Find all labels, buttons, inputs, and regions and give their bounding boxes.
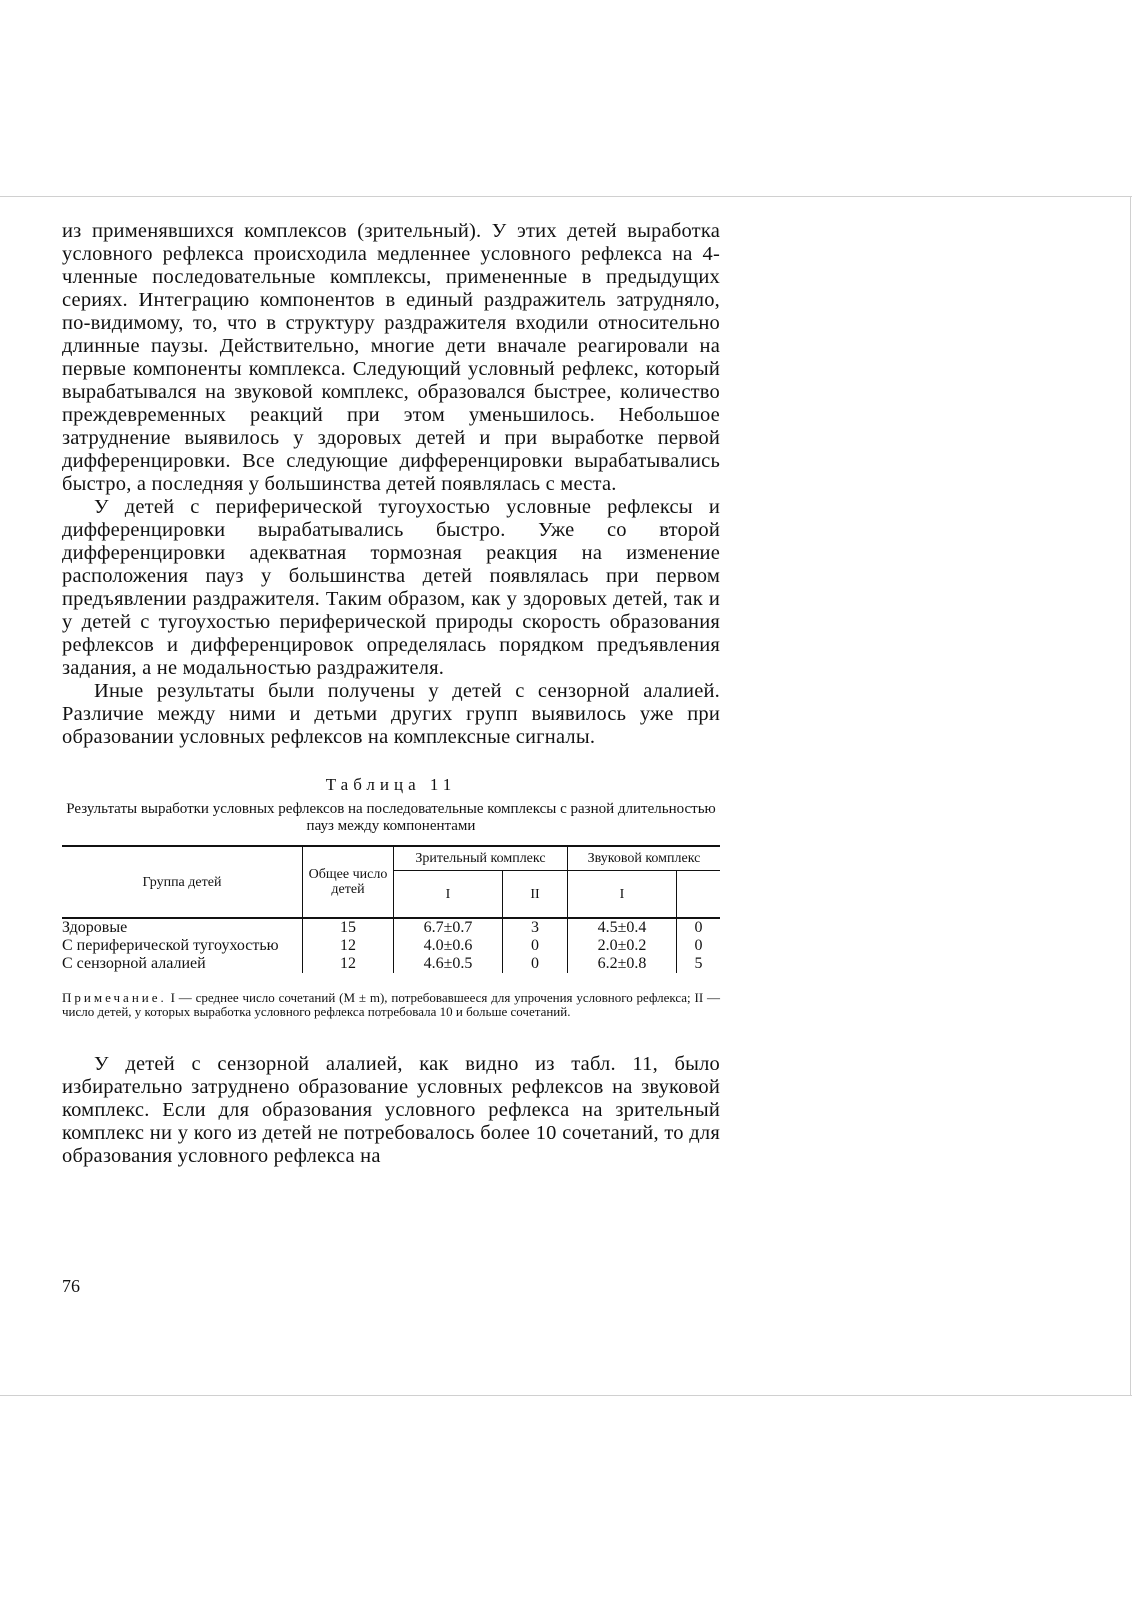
scan-border-right xyxy=(1130,196,1131,1396)
row-sound-ii: 0 xyxy=(677,918,721,937)
row-visual-i: 4.0±0.6 xyxy=(394,937,503,955)
book-page xyxy=(62,220,720,1168)
paragraph-4: У детей с сензорной алалией, как видно из табл. 11, было избирательно затруднено образование условных рефлексов на звуковой комплекс. Если для образования условного рефлекса на зрительный комплекс ни у кого из детей не потребовалось более 10 сочетаний, то для образования условного рефлекса на xyxy=(62,1053,720,1167)
row-sound-i: 2.0±0.2 xyxy=(568,937,677,955)
note-label: Примечание. xyxy=(62,990,167,1005)
header-sound: Звуковой комплекс xyxy=(568,846,721,871)
header-group: Группа детей xyxy=(62,846,303,918)
header-sound-i: I xyxy=(568,871,677,919)
header-visual-ii: II xyxy=(503,871,568,919)
table-note xyxy=(62,991,720,1019)
row-sound-i: 6.2±0.8 xyxy=(568,955,677,973)
paragraph-3: Иные результаты были получены у детей с сензорной алалией. Различие между ними и детьми других групп выявилось уже при образовании условных рефлексов на комплексные сигналы. xyxy=(62,680,720,748)
table-header-row xyxy=(62,846,720,871)
table-caption: Таблица 11 xyxy=(325,775,457,794)
row-total: 15 xyxy=(303,918,394,937)
row-sound-ii: 0 xyxy=(677,937,721,955)
header-sound-ii xyxy=(677,871,721,919)
row-group: Здоровые xyxy=(62,919,128,936)
header-visual: Зрительный комплекс xyxy=(394,846,568,871)
row-sound-i: 4.5±0.4 xyxy=(568,918,677,937)
results-table xyxy=(62,845,720,973)
row-visual-ii: 0 xyxy=(503,937,568,955)
page-number: 76 xyxy=(62,1276,80,1296)
row-sound-ii: 5 xyxy=(677,955,721,973)
row-visual-ii: 0 xyxy=(503,955,568,973)
scan-border-top xyxy=(0,196,1132,197)
row-group: С сензорной алалией xyxy=(62,955,206,972)
table-row xyxy=(62,955,720,973)
header-total: Общее число детей xyxy=(303,846,394,918)
row-visual-ii: 3 xyxy=(503,918,568,937)
header-visual-i: I xyxy=(394,871,503,919)
row-visual-i: 6.7±0.7 xyxy=(394,918,503,937)
note-text: I — среднее число сочетаний (M ± m), потребовавшееся для упрочения условного рефлекса; II — число детей, у которых выработка условного рефлекса потребовала 10 и больше сочетаний. xyxy=(62,990,720,1019)
table-row xyxy=(62,918,720,937)
table-description: Результаты выработки условных рефлексов на последовательные комплексы с разной длительностью пауз между компонентами xyxy=(66,801,716,834)
row-group: С периферической тугоухостью xyxy=(62,937,279,954)
row-total: 12 xyxy=(303,955,394,973)
row-visual-i: 4.6±0.5 xyxy=(394,955,503,973)
scan-border-bottom xyxy=(0,1395,1132,1396)
paragraph-2: У детей с периферической тугоухостью условные рефлексы и дифференцировки вырабатывались быстро. Уже со второй дифференцировки адекватная тормозная реакция на изменение расположения пауз у большинства детей появлялась при первом предъявлении раздражителя. Таким образом, как у здоровых детей, так и у детей с тугоухостью периферической природы скорость образования рефлексов и дифференцировок определялась порядком предъявления задания, а не модальностью раздражителя. xyxy=(62,496,720,679)
row-total: 12 xyxy=(303,937,394,955)
table-row xyxy=(62,937,720,955)
paragraph-1: из применявшихся комплексов (зрительный). У этих детей выработка условного рефлекса происходила медленнее условного рефлекса на 4-членные последовательные комплексы, примененные в предыдущих сериях. Интеграцию компонентов в единый раздражитель затрудняло, по-видимому, то, что в структуру раздражителя входили относительно длинные паузы. Действительно, многие дети вначале реагировали на первые компоненты комплекса. Следующий условный рефлекс, который вырабатывался на звуковой комплекс, образовался быстрее, количество преждевременных реакций при этом уменьшилось. Небольшое затруднение выявилось у здоровых детей и при выработке первой дифференцировки. Все следующие дифференцировки вырабатывались быстро, а последняя у большинства детей появлялась с места. xyxy=(62,220,720,495)
